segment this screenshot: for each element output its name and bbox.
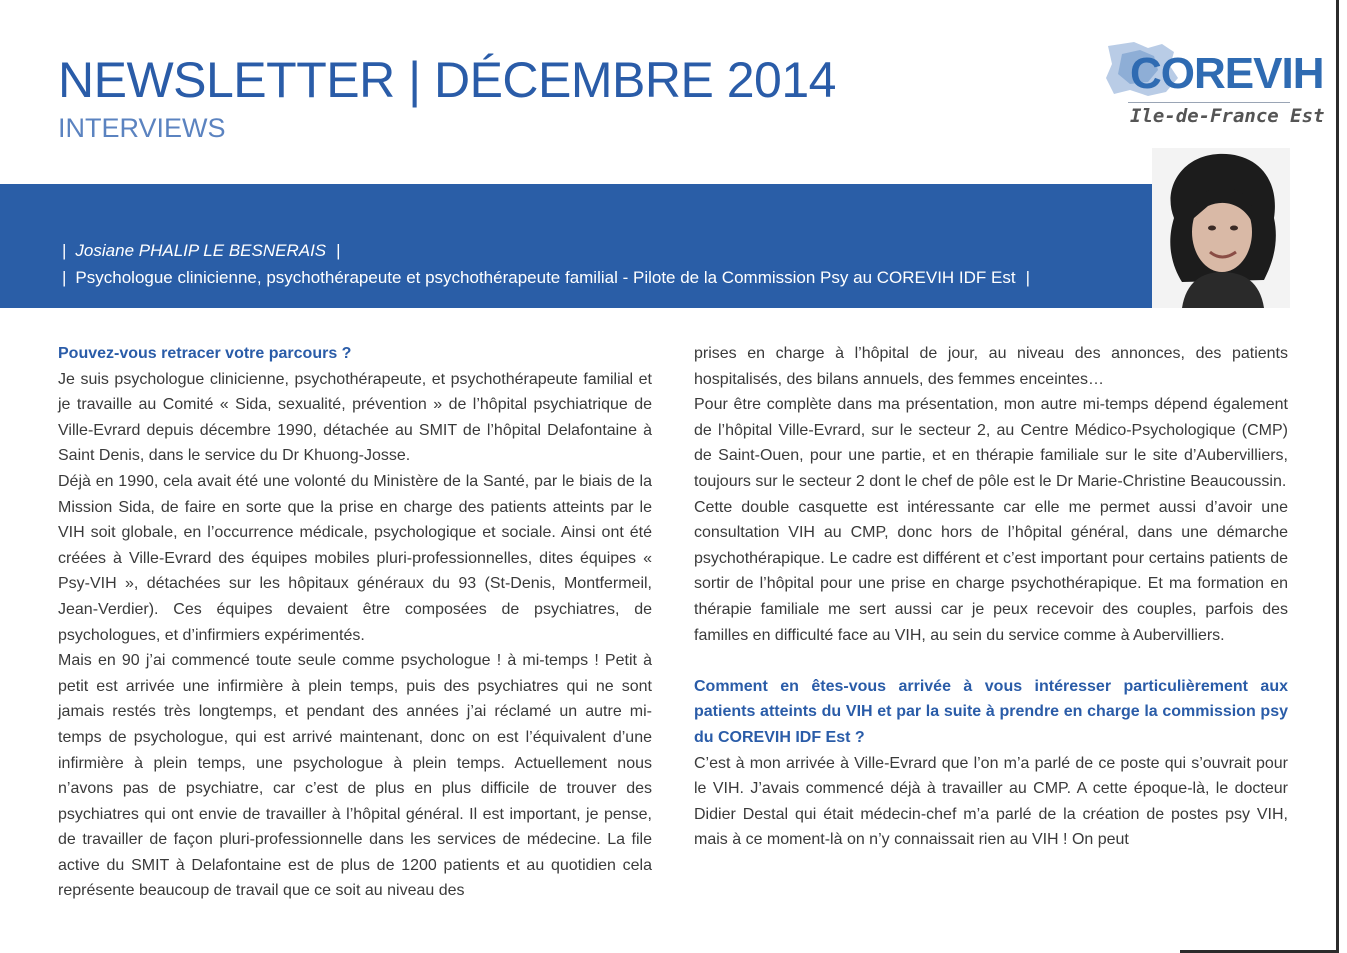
interviewee-role-line bbox=[62, 267, 1030, 289]
separator: | bbox=[62, 268, 67, 287]
article-paragraph: Cette double casquette est intéressante car elle me permet aussi d’avoir une consultation VIH au CMP, donc hors de l’hôpital général, dans une démarche psychothérapique. Le cadre est différent et c’est important pour certains patients de sortir de l’hôpital pour une prise en charge psychothérapique. Et ma formation en thérapie familiale me sert aussi car je peux recevoir des couples, parfois des familles en difficulté face au VIH, au sein du service comme à Aubervilliers. bbox=[694, 498, 1288, 644]
paragraph-gap bbox=[694, 648, 1288, 674]
corevih-logo bbox=[1100, 38, 1325, 138]
portrait-image bbox=[1152, 148, 1290, 308]
separator: | bbox=[62, 241, 67, 260]
article-column-left bbox=[58, 341, 652, 904]
interviewee-name-line bbox=[62, 240, 341, 262]
separator: | bbox=[336, 241, 341, 260]
article-paragraph: Déjà en 1990, cela avait été une volonté du Ministère de la Santé, par le biais de la Mission Sida, de faire en sorte que la prise en charge des patients atteints par le VIH soit globale, en l’occurrence médicale, psychologique et sociale. Ainsi ont été créées à Ville-Evrard des équipes mobiles pluri-professionnelles, dites équipes « Psy-VIH », détachées sur les hôpitaux généraux du 93 (St-Denis, Montfermeil, Jean-Verdier). Ces équipes devaient être composées de psychiatres, de psychologues, et d’infirmiers expérimentés. bbox=[58, 472, 652, 644]
article-paragraph: Pour être complète dans ma présentation, mon autre mi-temps dépend également de l’hôpital Ville-Evrard, sur le secteur 2, au Centre Médico-Psychologique (CMP) de Saint-Ouen, pour une partie, et en thérapie familiale sur le site d’Aubervilliers, toujours sur le secteur 2 dont le chef de pôle est le Dr Marie-Christine Beaucoussin. bbox=[694, 396, 1288, 490]
interview-question: Comment en êtes-vous arrivée à vous intéresser particulièrement aux patients atteints du VIH et par la suite à prendre en charge la commission psy du COREVIH IDF Est ? bbox=[694, 677, 1288, 746]
interview-question: Pouvez-vous retracer votre parcours ? bbox=[58, 345, 352, 362]
page-border-right bbox=[1336, 0, 1339, 953]
separator: | bbox=[1025, 268, 1031, 287]
logo-name: COREVIH bbox=[1130, 49, 1324, 98]
interviewee-photo bbox=[1152, 148, 1290, 308]
article-paragraph: Je suis psychologue clinicienne, psychothérapeute, et psychothérapeute familial et je travaille au Comité « Sida, sexualité, prévention » de l’hôpital psychiatrique de Ville-Evrard depuis décembre 1990, détachée au SMIT de l’hôpital Delafontaine à Saint Denis, dans le service du Dr Khuong-Josse. bbox=[58, 370, 652, 465]
newsletter-title: NEWSLETTER | DÉCEMBRE 2014 bbox=[58, 52, 836, 108]
logo-region: Ile-de-France Est bbox=[1130, 105, 1325, 127]
logo-divider bbox=[1128, 102, 1290, 103]
interviewee-role: Psychologue clinicienne, psychothérapeute et psychothérapeute familial - Pilote de la Commission Psy au COREVIH IDF Est bbox=[75, 268, 1016, 287]
article-paragraph: C’est à mon arrivée à Ville-Evrard que l’on m’a parlé de ce poste qui s’ouvrait pour le VIH. J’avais commencé déjà à travailler au CMP. A cette époque-là, le docteur Didier Destal qui était médecin-chef m’a parlé de la création de postes psy VIH, mais à ce moment-là on n’y connaissait rien au VIH ! On peut bbox=[694, 754, 1288, 849]
interviewee-name: Josiane PHALIP LE BESNERAIS bbox=[75, 241, 327, 260]
section-subtitle: INTERVIEWS bbox=[58, 113, 226, 143]
article-paragraph: Mais en 90 j’ai commencé toute seule comme psychologue ! à mi-temps ! Petit à petit est arrivée une infirmière à plein temps, puis des psychiatres qui ne sont jamais restés très longtemps, et pendant des années j’ai réclamé un autre mi-temps de psychologue, qui est arrivé maintenant, donc on est l’équivalent d’une infirmière à plein temps, une psychologue à plein temps. Actuellement nous n’avons pas de psychiatre, car c’est de plus en plus difficile de trouver des psychiatres qui ont envie de travailler à l’hôpital général. Il est important, je pense, de travailler de façon pluri-professionnelle dans les services de médecine. La file active du SMIT à Delafontaine est de plus de 1200 patients et au quotidien cela représente beaucoup de travail que ce soit au niveau des bbox=[58, 652, 652, 900]
article-paragraph: prises en charge à l’hôpital de jour, au niveau des annonces, des patients hospitalisés, des bilans annuels, des femmes enceintes… bbox=[694, 345, 1288, 388]
article-column-right bbox=[694, 341, 1288, 853]
